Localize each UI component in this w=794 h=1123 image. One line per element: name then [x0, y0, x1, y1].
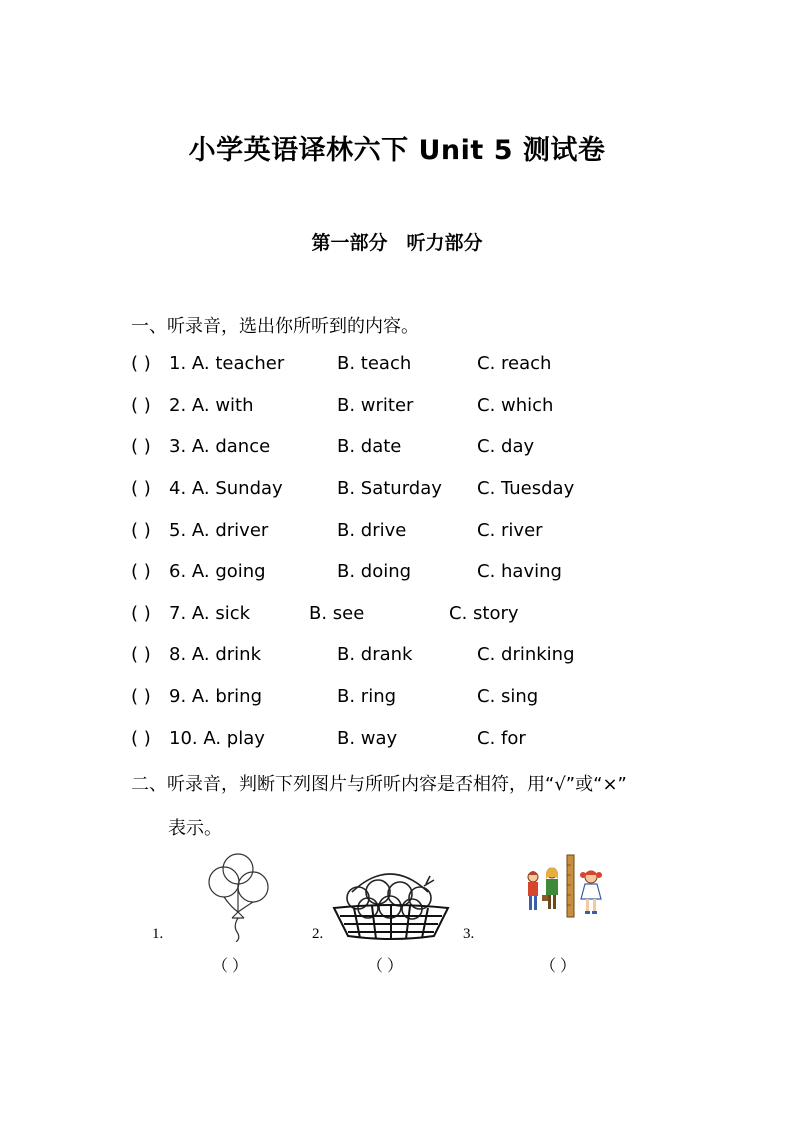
option-c: C. drinking	[477, 644, 575, 665]
option-c: C. for	[477, 728, 526, 749]
option-a: 10. A. play	[169, 728, 265, 749]
option-a: 5. A. driver	[169, 520, 269, 541]
option-a: 6. A. going	[169, 561, 266, 582]
picture-number: 3.	[463, 926, 475, 942]
answer-blank[interactable]: ( )	[131, 436, 151, 457]
section-2-heading-continued: 表示。	[168, 818, 222, 839]
answer-blank[interactable]: ( )	[131, 478, 151, 499]
option-c: C. which	[477, 395, 554, 416]
option-a: 4. A. Sunday	[169, 478, 283, 499]
option-c: C. Tuesday	[477, 478, 575, 499]
fruit-basket-icon	[330, 862, 452, 942]
option-b: B. writer	[337, 395, 414, 416]
answer-blank[interactable]: ( )	[131, 520, 151, 541]
picture-answer-blank[interactable]: （ ）	[367, 958, 404, 975]
answer-blank[interactable]: ( )	[131, 686, 151, 707]
page-title: 小学英语译林六下 Unit 5 测试卷	[188, 135, 606, 166]
answer-blank[interactable]: ( )	[131, 644, 151, 665]
answer-blank[interactable]: ( )	[131, 603, 151, 624]
picture-answer-blank[interactable]: （ ）	[540, 958, 577, 975]
option-a: 3. A. dance	[169, 436, 271, 457]
picture-number: 1.	[152, 926, 164, 942]
option-c: C. having	[477, 561, 562, 582]
part-heading: 第一部分 听力部分	[311, 232, 483, 254]
option-b: B. see	[309, 603, 365, 624]
picture-number: 2.	[312, 926, 324, 942]
option-b: B. doing	[337, 561, 412, 582]
option-c: C. reach	[477, 353, 552, 374]
option-c: C. day	[477, 436, 535, 457]
option-a: 7. A. sick	[169, 603, 251, 624]
option-a: 1. A. teacher	[169, 353, 285, 374]
option-b: B. date	[337, 436, 402, 457]
answer-blank[interactable]: ( )	[131, 353, 151, 374]
option-a: 2. A. with	[169, 395, 254, 416]
option-c: C. sing	[477, 686, 539, 707]
option-b: B. drive	[337, 520, 407, 541]
picture-answer-blank[interactable]: （ ）	[212, 958, 249, 975]
option-b: B. drank	[337, 644, 413, 665]
option-b: B. ring	[337, 686, 397, 707]
section-1-heading: 一、听录音，选出你所听到的内容。	[131, 316, 419, 337]
option-c: C. story	[449, 603, 519, 624]
section-2-heading: 二、听录音，判断下列图片与所听内容是否相符，用“√”或“×”	[131, 774, 627, 795]
children-measuring-height-icon	[525, 853, 609, 919]
answer-blank[interactable]: ( )	[131, 395, 151, 416]
answer-blank[interactable]: ( )	[131, 561, 151, 582]
option-c: C. river	[477, 520, 543, 541]
option-b: B. way	[337, 728, 398, 749]
option-a: 8. A. drink	[169, 644, 261, 665]
option-b: B. Saturday	[337, 478, 442, 499]
balloons-icon	[205, 852, 275, 942]
option-b: B. teach	[337, 353, 412, 374]
answer-blank[interactable]: ( )	[131, 728, 151, 749]
option-a: 9. A. bring	[169, 686, 262, 707]
